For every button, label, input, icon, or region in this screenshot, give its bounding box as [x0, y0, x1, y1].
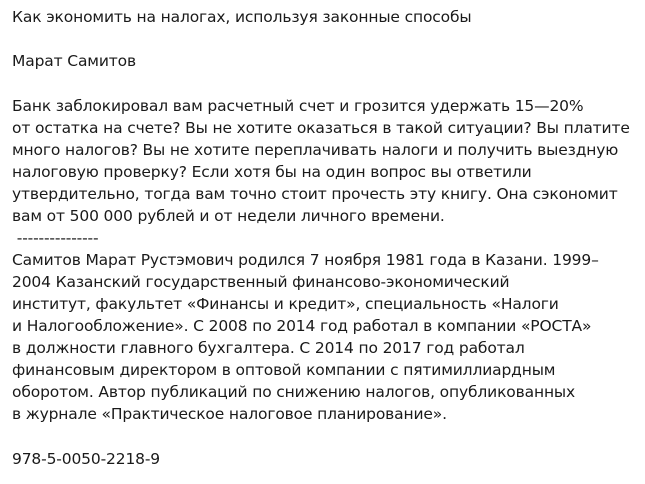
- bio-line-3: институт, факультет «Финансы и кредит», специальность «Налоги: [12, 295, 559, 313]
- separator: ---------------: [12, 229, 99, 247]
- bio-line-1: Самитов Марат Рустэмович родился 7 ноября 1981 года в Казани. 1999–: [12, 251, 599, 269]
- description-line-3: много налогов? Вы не хотите переплачивать налоги и получить выездную: [12, 141, 619, 159]
- book-author: Марат Самитов: [12, 52, 136, 70]
- bio-line-4: и Налогообложение». С 2008 по 2014 год работал в компании «РОСТА»: [12, 317, 592, 335]
- book-title: Как экономить на налогах, используя законные способы: [12, 8, 472, 26]
- bio-line-2: 2004 Казанский государственный финансово-экономический: [12, 273, 510, 291]
- bio-line-5: в должности главного бухгалтера. С 2014 по 2017 год работал: [12, 339, 525, 357]
- description-line-2: от остатка на счете? Вы не хотите оказаться в такой ситуации? Вы платите: [12, 119, 630, 137]
- description-line-4: налоговую проверку? Если хотя бы на один вопрос вы ответили: [12, 163, 532, 181]
- bio-line-6: финансовым директором в оптовой компании с пятимиллиардным: [12, 361, 556, 379]
- bio-line-8: в журнале «Практическое налоговое планирование».: [12, 405, 447, 423]
- isbn: 978-5-0050-2218-9: [12, 450, 161, 468]
- bio-line-7: оборотом. Автор публикаций по снижению налогов, опубликованных: [12, 383, 576, 401]
- description-line-1: Банк заблокировал вам расчетный счет и грозится удержать 15—20%: [12, 97, 584, 115]
- description-line-5: утвердительно, тогда вам точно стоит прочесть эту книгу. Она сэкономит: [12, 185, 618, 203]
- description-line-6: вам от 500 000 рублей и от недели личного времени.: [12, 207, 445, 225]
